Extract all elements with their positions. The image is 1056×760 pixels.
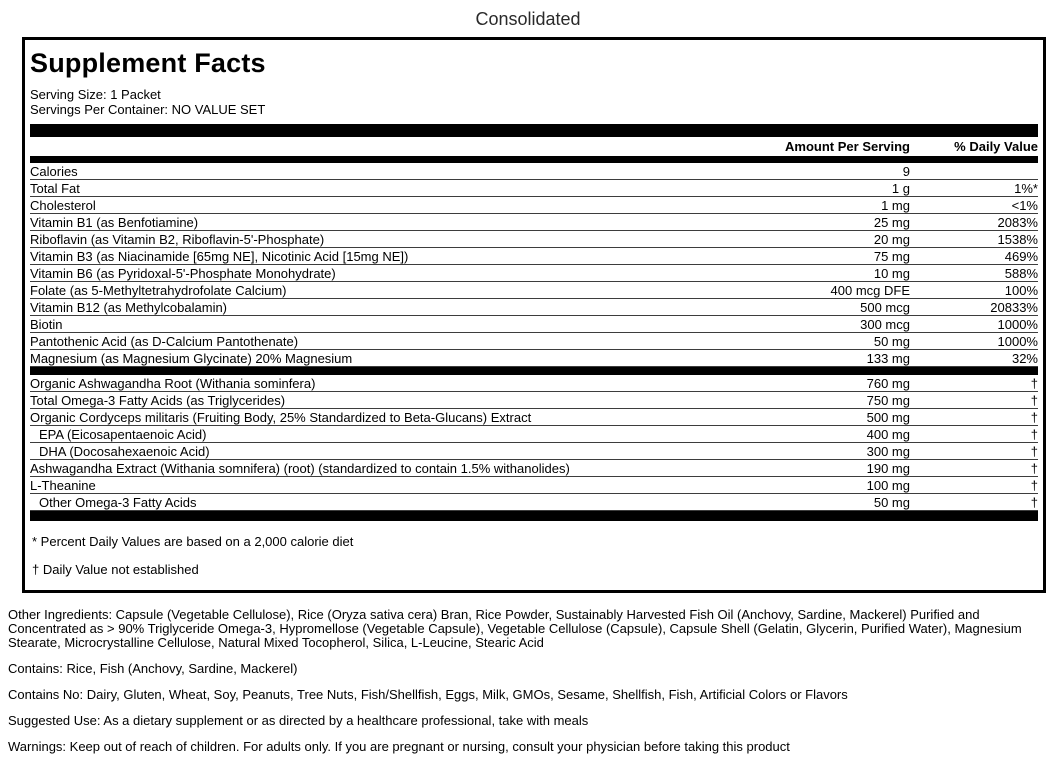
nutrient-daily-value: 1000% xyxy=(997,316,1038,332)
table-row xyxy=(30,460,1038,477)
nutrient-daily-value: † xyxy=(1030,494,1038,510)
table-row xyxy=(30,214,1038,231)
nutrient-daily-value: 588% xyxy=(1004,265,1038,281)
nutrient-amount: 1 mg xyxy=(881,197,910,213)
nutrient-name: Total Omega-3 Fatty Acids (as Triglycerides) xyxy=(30,392,286,408)
table-row xyxy=(30,180,1038,197)
nutrient-name: Total Fat xyxy=(30,180,80,196)
column-header-daily-value: % Daily Value xyxy=(954,139,1038,154)
nutrient-amount: 1 g xyxy=(891,180,910,196)
supplement-facts-panel xyxy=(22,37,1046,593)
section-divider-bar xyxy=(30,367,1038,375)
nutrient-name: EPA (Eicosapentaenoic Acid) xyxy=(39,426,207,442)
nutrient-name: Riboflavin (as Vitamin B2, Riboflavin-5'-Phosphate) xyxy=(30,231,325,247)
detail-contains: Contains: Rice, Fish (Anchovy, Sardine, Mackerel) xyxy=(8,661,298,676)
table-row xyxy=(30,299,1038,316)
detail-warnings: Warnings: Keep out of reach of children. For adults only. If you are pregnant or nursing, consult your physician before taking this product xyxy=(8,739,790,754)
nutrient-daily-value: † xyxy=(1030,460,1038,476)
nutrient-name: Vitamin B1 (as Benfotiamine) xyxy=(30,214,199,230)
nutrient-daily-value: 1000% xyxy=(997,333,1038,349)
nutrient-name: Organic Cordyceps militaris (Fruiting Body, 25% Standardized to Beta-Glucans) Extract xyxy=(30,409,532,425)
nutrient-name: Ashwagandha Extract (Withania somnifera) (root) (standardized to contain 1.5% withanolides) xyxy=(30,460,570,476)
table-row xyxy=(30,316,1038,333)
nutrient-amount: 50 mg xyxy=(873,494,910,510)
nutrient-amount: 500 mcg xyxy=(860,299,910,315)
page-title: Consolidated xyxy=(475,9,581,29)
table-row xyxy=(30,375,1038,392)
nutrient-amount: 75 mg xyxy=(873,248,910,264)
section-divider-bar xyxy=(30,511,1038,521)
nutrient-amount: 50 mg xyxy=(873,333,910,349)
nutrient-name: Magnesium (as Magnesium Glycinate) 20% Magnesium xyxy=(30,350,353,366)
nutrient-daily-value: 1%* xyxy=(1014,180,1038,196)
table-row xyxy=(30,409,1038,426)
header-divider-bar xyxy=(30,156,1038,163)
footnote-daily-value-not-established: † Daily Value not established xyxy=(32,562,199,577)
nutrient-name: Other Omega-3 Fatty Acids xyxy=(39,494,197,510)
nutrient-amount: 300 mg xyxy=(866,443,910,459)
nutrient-daily-value: <1% xyxy=(1011,197,1038,213)
nutrient-daily-value: 1538% xyxy=(997,231,1038,247)
column-header-amount: Amount Per Serving xyxy=(785,139,910,154)
facts-rows xyxy=(30,163,1038,521)
table-row xyxy=(30,282,1038,299)
facts-table xyxy=(30,124,1038,521)
table-row xyxy=(30,231,1038,248)
nutrient-name: DHA (Docosahexaenoic Acid) xyxy=(39,443,210,459)
table-row xyxy=(30,265,1038,282)
nutrient-daily-value: † xyxy=(1030,477,1038,493)
nutrient-amount: 25 mg xyxy=(873,214,910,230)
serving-size: Serving Size: 1 Packet xyxy=(30,87,161,102)
nutrient-name: Organic Ashwagandha Root (Withania sominfera) xyxy=(30,375,316,391)
details-section xyxy=(8,608,1048,754)
nutrient-name: L-Theanine xyxy=(30,477,96,493)
nutrient-daily-value: 32% xyxy=(1011,350,1038,366)
nutrient-daily-value: 20833% xyxy=(990,299,1038,315)
table-row xyxy=(30,426,1038,443)
nutrient-daily-value: † xyxy=(1030,443,1038,459)
nutrient-name: Vitamin B3 (as Niacinamide [65mg NE], Nicotinic Acid [15mg NE]) xyxy=(30,248,409,264)
table-row xyxy=(30,163,1038,180)
nutrient-amount: 300 mcg xyxy=(860,316,910,332)
table-row xyxy=(30,333,1038,350)
nutrient-amount: 133 mg xyxy=(866,350,910,366)
table-row xyxy=(30,477,1038,494)
detail-other-ingredients: Other Ingredients: Capsule (Vegetable Cellulose), Rice (Oryza sativa cera) Bran, Rice Powder, Sustainably Harvested Fish Oil (Anchovy, Sardine, Mackerel) Purified and Concentrated as > 90% Triglyceride Omega-3, Hypromellose (Vegetable Capsule), Vegetable Cellulose (Capsule), Capsule Shell (Gelatin, Glycerin, Purified Water), Magnesium Stearate, Microcrystalline Cellulose, Natural Mixed Tocopherol, Silica, L-Leucine, Stearic Acid xyxy=(8,607,1022,650)
nutrient-amount: 400 mg xyxy=(866,426,910,442)
table-row xyxy=(30,443,1038,460)
nutrient-amount: 100 mg xyxy=(866,477,910,493)
servings-per-container: Servings Per Container: NO VALUE SET xyxy=(30,101,266,117)
nutrient-name: Vitamin B6 (as Pyridoxal-5'-Phosphate Monohydrate) xyxy=(30,265,336,281)
table-row xyxy=(30,248,1038,265)
facts-heading: Supplement Facts xyxy=(30,48,266,78)
nutrient-amount: 400 mcg DFE xyxy=(830,282,910,298)
nutrient-daily-value: † xyxy=(1030,426,1038,442)
nutrient-amount: 190 mg xyxy=(866,460,910,476)
table-row xyxy=(30,197,1038,214)
nutrient-amount: 10 mg xyxy=(873,265,910,281)
nutrient-amount: 9 xyxy=(902,163,910,179)
nutrient-amount: 750 mg xyxy=(866,392,910,408)
nutrient-name: Calories xyxy=(30,163,78,179)
nutrient-daily-value: † xyxy=(1030,375,1038,391)
nutrient-daily-value: † xyxy=(1030,409,1038,425)
nutrient-amount: 760 mg xyxy=(866,375,910,391)
nutrient-name: Folate (as 5-Methyltetrahydrofolate Calcium) xyxy=(30,282,287,298)
nutrient-name: Pantothenic Acid (as D-Calcium Pantothenate) xyxy=(30,333,299,349)
nutrient-daily-value: 100% xyxy=(1004,282,1038,298)
nutrient-daily-value: † xyxy=(1030,392,1038,408)
nutrient-amount: 500 mg xyxy=(866,409,910,425)
footnote-percent-daily-values: * Percent Daily Values are based on a 2,000 calorie diet xyxy=(32,534,354,549)
nutrient-name: Vitamin B12 (as Methylcobalamin) xyxy=(30,299,228,315)
table-row xyxy=(30,392,1038,409)
detail-contains-no: Contains No: Dairy, Gluten, Wheat, Soy, Peanuts, Tree Nuts, Fish/Shellfish, Eggs, Milk, GMOs, Sesame, Shellfish, Fish, Artificial Colors or Flavors xyxy=(8,687,848,702)
detail-suggested-use: Suggested Use: As a dietary supplement or as directed by a healthcare professional, take with meals xyxy=(8,713,589,728)
nutrient-name: Cholesterol xyxy=(30,197,96,213)
nutrient-amount: 20 mg xyxy=(873,231,910,247)
table-row xyxy=(30,350,1038,367)
table-header-row xyxy=(30,137,1038,156)
table-top-bar xyxy=(30,124,1038,137)
nutrient-daily-value: 2083% xyxy=(997,214,1038,230)
table-row xyxy=(30,494,1038,511)
nutrient-name: Biotin xyxy=(30,316,63,332)
nutrient-daily-value: 469% xyxy=(1004,248,1038,264)
